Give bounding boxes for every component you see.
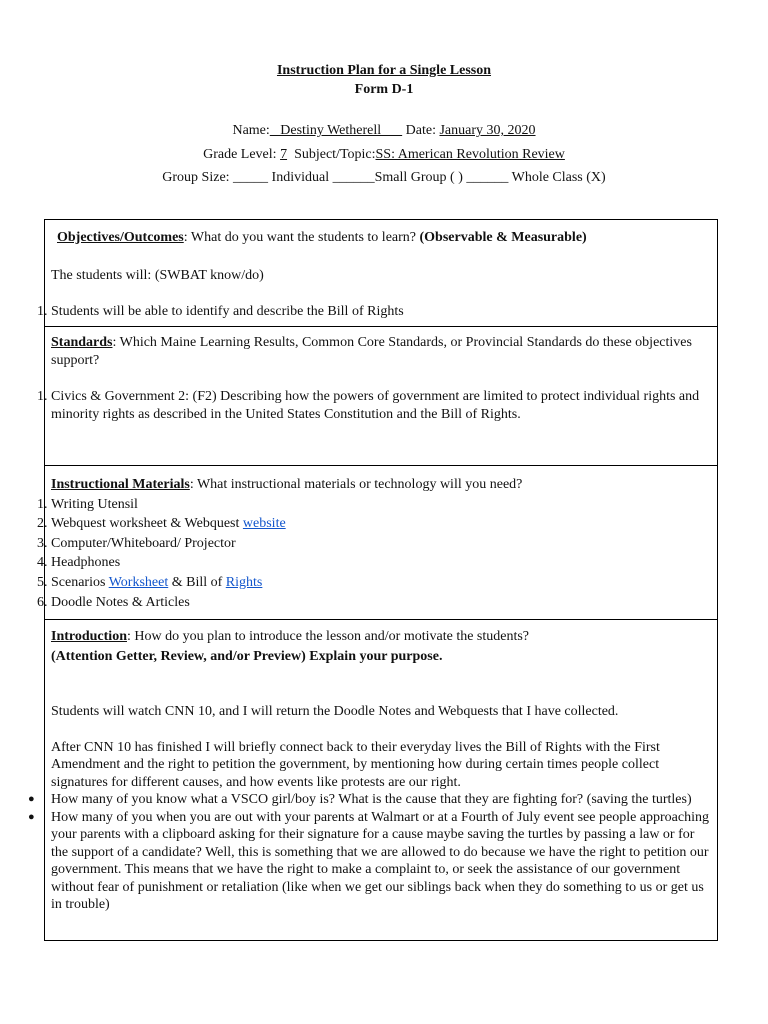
grade-label: Grade Level: bbox=[203, 147, 277, 162]
introduction-para-1: Students will watch CNN 10, and I will return the Doodle Notes and Webquests that I have collected. bbox=[51, 704, 619, 720]
objectives-intro: The students will: (SWBAT know/do) bbox=[51, 267, 264, 283]
introduction-bullets bbox=[45, 791, 717, 914]
worksheet-link[interactable]: Worksheet bbox=[108, 574, 169, 590]
form-id: Form D-1 bbox=[354, 82, 414, 97]
objectives-section bbox=[44, 219, 718, 327]
list-item: 1. Writing Utensil bbox=[51, 495, 711, 515]
objectives-list bbox=[45, 303, 717, 321]
list-item bbox=[51, 573, 711, 593]
list-item: 3. Computer/Whiteboard/ Projector bbox=[51, 534, 711, 554]
group-size-line: Group Size: _____ Individual ______Small Group ( ) ______ Whole Class (X) bbox=[162, 170, 606, 185]
standards-list bbox=[45, 388, 717, 423]
rights-link[interactable]: Rights bbox=[225, 574, 263, 590]
list-item: 1. Civics & Government 2: (F2) Describing how the powers of government are limited to protect individual rights and minority rights as described in the United States Constitution and the Bill of Rights. bbox=[51, 388, 711, 423]
grade-value: 7 bbox=[280, 147, 288, 162]
list-item: 4. Headphones bbox=[51, 553, 711, 573]
list-item: ● How many of you know what a VSCO girl/boy is? What is the cause that they are fighting for? (saving the turtles) bbox=[51, 791, 711, 809]
form-title: Instruction Plan for a Single Lesson bbox=[276, 63, 492, 78]
materials-question: : What instructional materials or technology will you need? bbox=[189, 477, 523, 492]
materials-section bbox=[44, 465, 718, 620]
list-item: ● How many of you when you are out with your parents at Walmart or at a Fourth of July event see people approaching your parents with a clipboard asking for their signature for a cause maybe saving the turtles by passing a law or for the support of a candidate? Well, this is something that we are allowed to do because we have the right to petition our government. This means that we have the right to make a complaint to, or seek the assistance of our government without fear of punishment or retaliation (like when we get our siblings back when they do something to us or get us in trouble) bbox=[51, 809, 711, 914]
introduction-para-2: After CNN 10 has finished I will briefly connect back to their everyday lives the Bill of Rights with the First Amendment and the right to petition the government, by mentioning how during certain times people collect signatures for different causes, and how events like protests are our right. bbox=[51, 739, 660, 790]
objectives-question: : What do you want the students to learn? bbox=[183, 230, 420, 245]
subject-value: SS: American Revolution Review bbox=[375, 147, 565, 162]
name-label: Name: bbox=[232, 123, 270, 138]
list-item: 1. Students will be able to identify and describe the Bill of Rights bbox=[51, 303, 711, 321]
objectives-prompt bbox=[45, 220, 717, 247]
list-item-text: & Bill of bbox=[168, 574, 226, 590]
introduction-emphasis: (Attention Getter, Review, and/or Preview) Explain your purpose. bbox=[51, 648, 443, 664]
list-item bbox=[51, 514, 711, 534]
name-date-line bbox=[0, 122, 768, 140]
materials-prompt bbox=[45, 466, 717, 495]
introduction-prompt bbox=[45, 620, 717, 647]
materials-label: Instructional Materials bbox=[51, 477, 190, 492]
date-label: Date: bbox=[405, 123, 436, 138]
date-value: January 30, 2020 bbox=[439, 123, 536, 138]
list-item-text: Webquest worksheet & Webquest bbox=[51, 516, 243, 532]
objectives-label: Objectives/Outcomes bbox=[57, 230, 184, 245]
standards-section bbox=[44, 326, 718, 466]
name-value: Destiny Wetherell bbox=[269, 123, 403, 138]
list-item: 6. Doodle Notes & Articles bbox=[51, 593, 711, 613]
introduction-section bbox=[44, 619, 718, 941]
website-link[interactable]: website bbox=[242, 516, 286, 532]
standards-question: : Which Maine Learning Results, Common Core Standards, or Provincial Standards do these objectives support? bbox=[51, 335, 692, 368]
materials-list bbox=[45, 495, 717, 613]
standards-prompt bbox=[45, 327, 717, 369]
introduction-label: Introduction bbox=[51, 629, 127, 644]
list-item-text: Scenarios bbox=[51, 574, 109, 590]
introduction-question: : How do you plan to introduce the lesson and/or motivate the students? bbox=[126, 629, 530, 644]
objectives-emphasis: (Observable & Measurable) bbox=[419, 230, 587, 245]
subject-label: Subject/Topic: bbox=[294, 147, 376, 162]
grade-subject-line bbox=[0, 146, 768, 164]
standards-label: Standards bbox=[51, 335, 113, 350]
